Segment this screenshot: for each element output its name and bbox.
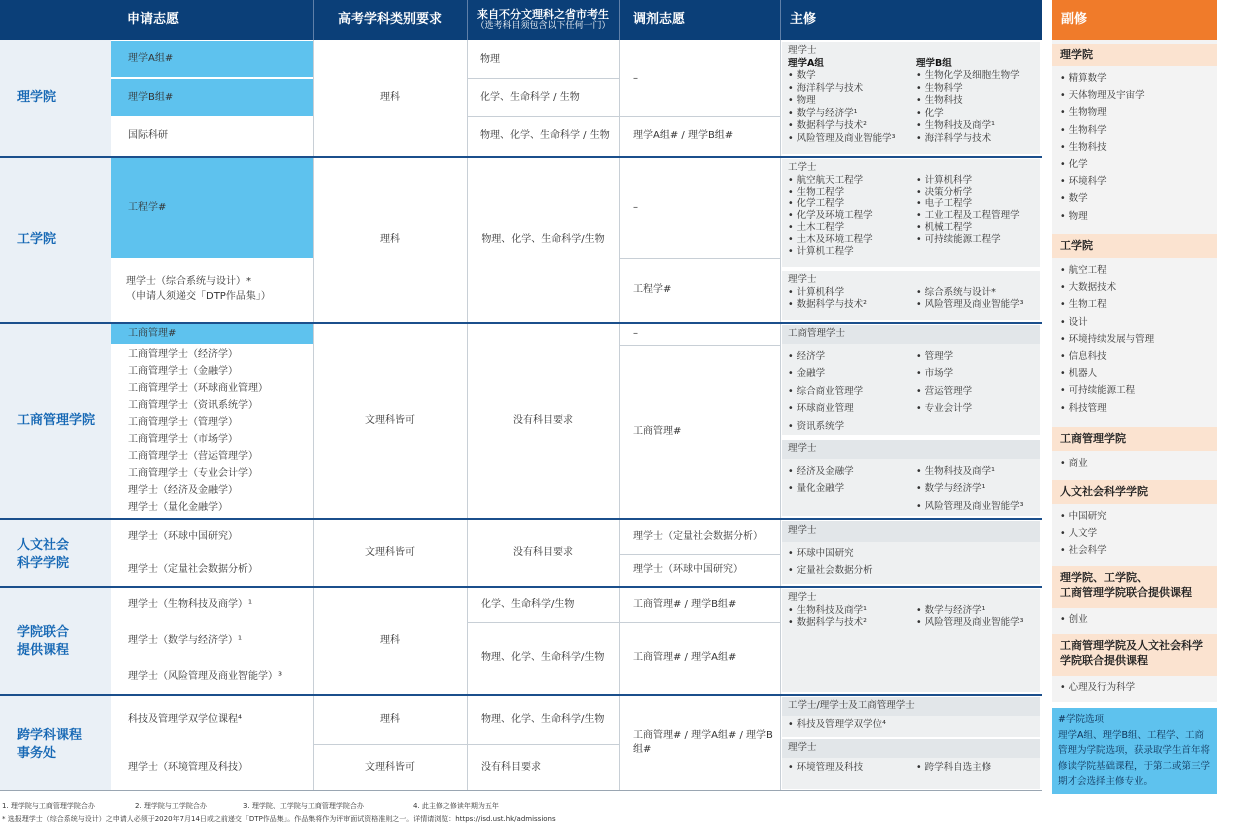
major-item: • 化学及环境工程学 bbox=[788, 210, 916, 222]
major-hss bbox=[782, 521, 1040, 584]
header-blank bbox=[0, 0, 111, 40]
minor-joint-title bbox=[1052, 566, 1217, 608]
major-item: • 电子工程学 bbox=[916, 198, 1020, 210]
major-bus-bsc bbox=[782, 440, 1040, 516]
choice-sci-a: 理学A组# bbox=[111, 41, 313, 77]
major-item: • 环球商业管理 bbox=[788, 400, 916, 418]
minor-item: • 生物工程 bbox=[1060, 296, 1209, 313]
school-options-note bbox=[1052, 708, 1217, 794]
minor-joint-title-line2: 工商管理学院联合提供课程 bbox=[1060, 585, 1192, 599]
school-joint-line1: 学院联合 bbox=[17, 625, 70, 640]
choice-joint-1: 理学士（生物科技及商学）¹ bbox=[128, 599, 253, 610]
adj-hss-1: 理学士（定量社会数据分析） bbox=[633, 531, 763, 542]
minor-hss-title: 人文社会科学学院 bbox=[1052, 480, 1217, 504]
minor-item: • 生物科学 bbox=[1060, 122, 1209, 139]
choice-hss-2: 理学士（定量社会数据分析） bbox=[128, 564, 258, 575]
footnote-5: * 选报理学士（综合系统与设计）之申请人必须于2020年7月14日或之前递交「DTP作品集」。作品集将作为评审面试资格准则之一。详情请浏览：https://isd.ust.hk/admissions bbox=[2, 815, 556, 823]
major-item: • 生物科技及商学¹ bbox=[916, 120, 1020, 133]
subj-ipo-1: 物理、化学、生命科学/生物 bbox=[481, 714, 605, 725]
subj-sci-b: 化学、生命科学 / 生物 bbox=[480, 91, 580, 103]
major-item: • 风险管理及商业智能学³ bbox=[916, 299, 1023, 312]
minor-item: • 精算数学 bbox=[1060, 70, 1209, 87]
minor-joint-title-line1: 理学院、工学院、 bbox=[1060, 571, 1148, 584]
major-ipo-bsc bbox=[782, 739, 1040, 789]
footnotes-row1 bbox=[2, 802, 499, 812]
subj-joint-1: 化学、生命科学/生物 bbox=[481, 599, 575, 610]
choice-item: 工商管理学士（资讯系统学） bbox=[128, 400, 258, 411]
major-item: • 计算机科学 bbox=[788, 287, 916, 300]
minor-bus-title: 工商管理学院 bbox=[1052, 427, 1217, 451]
req-eng: 理科 bbox=[380, 234, 400, 245]
major-item: • 金融学 bbox=[788, 365, 916, 383]
major-item: • 生物化学及细胞生物学 bbox=[916, 70, 1020, 83]
choice-eng-isd-line2: （申请人须递交「DTP作品集」） bbox=[126, 291, 271, 302]
major-item: • 航空航天工程学 bbox=[788, 175, 916, 187]
major-ipo-bsc-title: 理学士 bbox=[782, 739, 1040, 758]
choice-item: 理学士（经济及金融学） bbox=[128, 485, 238, 496]
choice-joint-3: 理学士（风险管理及商业智能学）³ bbox=[128, 671, 283, 682]
minor-eng-title: 工学院 bbox=[1052, 234, 1217, 258]
major-joint bbox=[782, 589, 1040, 692]
header-minor bbox=[1052, 0, 1217, 40]
school-ipo-line1: 跨学科课程 bbox=[17, 728, 83, 743]
minor-sci-title: 理学院 bbox=[1052, 44, 1217, 66]
major-item: • 化学 bbox=[916, 108, 1020, 121]
major-item: • 综合商业管理学 bbox=[788, 383, 916, 401]
header-subjects-line1: 来自不分文理科之省市考生 bbox=[477, 7, 609, 21]
major-bus-bba bbox=[782, 325, 1040, 435]
adj-joint-1: 工商管理# / 理学B组# bbox=[633, 599, 737, 610]
major-sci bbox=[782, 42, 1040, 154]
major-item: • 工业工程及工程管理学 bbox=[916, 210, 1020, 222]
choice-eng-isd-line1: 理学士（综合系统与设计）* bbox=[126, 276, 251, 287]
choice-bus-list bbox=[111, 346, 313, 516]
major-item: • 生物科学 bbox=[916, 83, 1020, 96]
minor-item: • 环境持续发展与管理 bbox=[1060, 331, 1209, 348]
footnote-4: 4. 此主修之修读年期为五年 bbox=[413, 802, 499, 810]
major-eng-beng-title: 工学士 bbox=[788, 162, 817, 173]
req-joint: 理科 bbox=[380, 635, 400, 646]
major-item: • 数据科学与技术² bbox=[788, 617, 916, 630]
major-item: • 风险管理及商业智能学³ bbox=[916, 617, 1023, 630]
major-item: • 化学工程学 bbox=[788, 198, 916, 210]
major-joint-title: 理学士 bbox=[788, 592, 817, 603]
choice-sci-intl: 国际科研 bbox=[128, 130, 168, 141]
footnote-3: 3. 理学院、工学院与工商管理学院合办 bbox=[243, 802, 364, 810]
choice-item: 工商管理学士（市场学） bbox=[128, 434, 238, 445]
minor-joint-list bbox=[1052, 611, 1217, 628]
major-item: • 计算机工程学 bbox=[788, 246, 916, 258]
minor-item: • 可持续能源工程 bbox=[1060, 382, 1209, 399]
subj-sci-a: 物理 bbox=[480, 53, 500, 65]
minor-bushss-title-line1: 工商管理学院及人文社会科学 bbox=[1060, 639, 1203, 652]
req-bus: 文理科皆可 bbox=[365, 415, 415, 426]
minor-bushss-title-line2: 学院联合提供课程 bbox=[1060, 653, 1148, 667]
adj-bus: 工商管理# bbox=[633, 426, 682, 437]
req-ipo-2: 文理科皆可 bbox=[365, 762, 415, 773]
choice-eng-isd bbox=[111, 274, 313, 304]
header-requirement: 高考学科类别要求 bbox=[313, 0, 467, 40]
school-hss-line2: 科学学院 bbox=[17, 555, 70, 571]
minor-item: • 天体物理及宇宙学 bbox=[1060, 87, 1209, 104]
minor-item: • 生物物理 bbox=[1060, 104, 1209, 121]
choice-hss-1: 理学士（环球中国研究） bbox=[128, 531, 238, 542]
adj-joint-2: 工商管理# / 理学A组# bbox=[633, 652, 737, 663]
major-item: • 生物科技及商学¹ bbox=[916, 463, 1023, 481]
major-item: • 经济及金融学 bbox=[788, 463, 916, 481]
adj-sci-intl: 理学A组# / 理学B组# bbox=[633, 130, 734, 141]
header-adjust: 调剂志愿 bbox=[619, 0, 780, 40]
major-item: • 市场学 bbox=[916, 365, 972, 383]
major-item: • 数学与经济学¹ bbox=[916, 605, 1023, 618]
major-item: • 土木及环境工程学 bbox=[788, 234, 916, 246]
req-sci: 理科 bbox=[380, 92, 400, 103]
school-ipo bbox=[0, 696, 111, 790]
minor-item: • 航空工程 bbox=[1060, 262, 1209, 279]
major-item: • 环境管理及科技 bbox=[788, 762, 916, 775]
choice-eng: 工程学# bbox=[111, 158, 313, 258]
minor-item: • 创业 bbox=[1060, 611, 1209, 628]
subj-eng: 物理、化学、生命科学/生物 bbox=[481, 234, 605, 245]
minor-eng-list bbox=[1052, 262, 1217, 417]
major-item: • 机械工程学 bbox=[916, 222, 1020, 234]
major-ipo-dual-title: 工学士/理学士及工商管理学士 bbox=[782, 697, 1040, 716]
minor-item: • 生物科技 bbox=[1060, 139, 1209, 156]
school-joint bbox=[0, 588, 111, 694]
major-ipo-dual bbox=[782, 697, 1040, 737]
note-body: 理学A组、理学B组、工程学、工商管理为学院选项，获录取学生首年将修读学院基础课程，于第二或第三学期才会选择主修专业。 bbox=[1058, 729, 1211, 787]
minor-item: • 大数据技术 bbox=[1060, 279, 1209, 296]
minor-item: • 化学 bbox=[1060, 156, 1209, 173]
major-item: • 海洋科学与技术 bbox=[788, 83, 916, 96]
minor-item: • 人文学 bbox=[1060, 525, 1209, 542]
major-item: • 跨学科自选主修 bbox=[916, 762, 991, 775]
minor-bus-list bbox=[1052, 455, 1217, 472]
major-item: • 量化金融学 bbox=[788, 480, 916, 498]
major-item: • 管理学 bbox=[916, 348, 972, 366]
header-choice: 申请志愿 bbox=[111, 0, 313, 40]
minor-item: • 科技管理 bbox=[1060, 400, 1209, 417]
choice-item: 工商管理学士（环球商业管理） bbox=[128, 383, 268, 394]
adj-ipo: 工商管理# / 理学A组# / 理学B组# bbox=[633, 730, 773, 755]
choice-ipo-2: 理学士（环境管理及科技） bbox=[128, 762, 248, 773]
major-sci-group-b: 理学B组 bbox=[916, 57, 952, 69]
header-subjects-line2: （选考科目须包含以下任何一门） bbox=[475, 21, 611, 32]
major-sci-group-a: 理学A组 bbox=[788, 57, 824, 69]
major-item: • 数学 bbox=[788, 70, 916, 83]
adj-sci-none: – bbox=[633, 72, 638, 84]
major-item: • 生物科技及商学¹ bbox=[788, 605, 916, 618]
choice-item: 工商管理学士（专业会计学） bbox=[128, 468, 258, 479]
major-eng-beng bbox=[782, 159, 1040, 267]
minor-item: • 物理 bbox=[1060, 208, 1209, 225]
major-item: • 数学与经济学¹ bbox=[788, 108, 916, 121]
choice-item: 工商管理学士（经济学） bbox=[128, 349, 238, 360]
note-title: #学院选项 bbox=[1058, 714, 1104, 725]
major-item: • 资讯系统学 bbox=[788, 418, 916, 436]
header-subjects bbox=[467, 0, 619, 40]
choice-joint-2: 理学士（数学与经济学）¹ bbox=[128, 635, 243, 646]
major-item: • 决策分析学 bbox=[916, 187, 1020, 199]
minor-item: • 环境科学 bbox=[1060, 173, 1209, 190]
major-item: • 物理 bbox=[788, 95, 916, 108]
major-item: • 营运管理学 bbox=[916, 383, 972, 401]
choice-item: 工商管理学士（金融学） bbox=[128, 366, 238, 377]
adj-bus-none: – bbox=[633, 328, 638, 339]
major-item: • 专业会计学 bbox=[916, 400, 972, 418]
school-business: 工商管理学院 bbox=[0, 324, 111, 518]
school-engineering: 工学院 bbox=[0, 158, 111, 322]
major-eng-bsc bbox=[782, 271, 1040, 320]
minor-bushss-list bbox=[1052, 679, 1217, 696]
subj-sci-intl: 物理、化学、生命科学 / 生物 bbox=[480, 130, 610, 141]
major-item: • 生物科技 bbox=[916, 95, 1020, 108]
major-item: • 计算机科学 bbox=[916, 175, 1020, 187]
choice-item: 工商管理学士（营运管理学） bbox=[128, 451, 258, 462]
footnote-1: 1. 理学院与工商管理学院合办 bbox=[2, 802, 95, 810]
major-item: • 生物工程学 bbox=[788, 187, 916, 199]
school-science: 理学院 bbox=[0, 40, 111, 156]
choice-bus: 工商管理# bbox=[111, 324, 313, 344]
choice-sci-b: 理学B组# bbox=[111, 79, 313, 116]
school-hss-line1: 人文社会 bbox=[17, 538, 70, 553]
major-item: • 风险管理及商业智能学³ bbox=[916, 498, 1023, 516]
major-item: • 经济学 bbox=[788, 348, 916, 366]
header-major: 主修 bbox=[780, 0, 1042, 40]
minor-item: • 商业 bbox=[1060, 455, 1209, 472]
subj-joint-2: 物理、化学、生命科学/生物 bbox=[481, 652, 605, 663]
major-item: • 数据科学与技术² bbox=[788, 120, 916, 133]
minor-bushss-title bbox=[1052, 634, 1217, 676]
subj-hss: 没有科目要求 bbox=[513, 547, 573, 558]
major-hss-title: 理学士 bbox=[782, 521, 1040, 542]
req-ipo-1: 理科 bbox=[380, 714, 400, 725]
major-eng-bsc-title: 理学士 bbox=[788, 274, 817, 285]
minor-item: • 中国研究 bbox=[1060, 508, 1209, 525]
req-hss: 文理科皆可 bbox=[365, 547, 415, 558]
school-joint-line2: 提供课程 bbox=[17, 642, 70, 658]
major-item: • 土木工程学 bbox=[788, 222, 916, 234]
major-item: • 可持续能源工程学 bbox=[916, 234, 1020, 246]
major-item: • 海洋科学与技术 bbox=[916, 133, 1020, 146]
header-minor-label: 副修 bbox=[1061, 11, 1088, 27]
minor-item: • 社会科学 bbox=[1060, 542, 1209, 559]
minor-item: • 心理及行为科学 bbox=[1060, 679, 1209, 696]
minor-sci-list bbox=[1052, 70, 1217, 225]
minor-item: • 数学 bbox=[1060, 190, 1209, 207]
major-item: • 数据科学与技术² bbox=[788, 299, 916, 312]
choice-ipo-1: 科技及管理学双学位课程⁴ bbox=[128, 714, 243, 725]
minor-hss-list bbox=[1052, 508, 1217, 560]
subj-bus: 没有科目要求 bbox=[513, 415, 573, 426]
major-item: • 定量社会数据分析 bbox=[788, 562, 1034, 579]
subj-ipo-2: 没有科目要求 bbox=[481, 762, 541, 773]
major-item: • 环球中国研究 bbox=[788, 545, 1034, 562]
major-bus-bba-title: 工商管理学士 bbox=[782, 325, 1040, 344]
minor-item: • 设计 bbox=[1060, 314, 1209, 331]
adj-eng: 工程学# bbox=[633, 284, 672, 295]
choice-item: 工商管理学士（管理学） bbox=[128, 417, 238, 428]
school-hss bbox=[0, 520, 111, 586]
choice-item: 理学士（量化金融学） bbox=[128, 502, 228, 513]
major-item: • 综合系统与设计* bbox=[916, 287, 1023, 300]
school-ipo-line2: 事务处 bbox=[17, 745, 57, 761]
major-bus-bsc-title: 理学士 bbox=[782, 440, 1040, 459]
footnote-2: 2. 理学院与工学院合办 bbox=[135, 802, 207, 810]
major-item: • 风险管理及商业智能学³ bbox=[788, 133, 916, 146]
major-item: • 科技及管理学双学位⁴ bbox=[782, 716, 1040, 735]
major-sci-title: 理学士 bbox=[788, 45, 817, 56]
minor-item: • 信息科技 bbox=[1060, 348, 1209, 365]
adj-hss-2: 理学士（环球中国研究） bbox=[633, 564, 743, 575]
major-item: • 数学与经济学¹ bbox=[916, 480, 1023, 498]
adj-eng-none: – bbox=[633, 202, 638, 213]
minor-item: • 机器人 bbox=[1060, 365, 1209, 382]
